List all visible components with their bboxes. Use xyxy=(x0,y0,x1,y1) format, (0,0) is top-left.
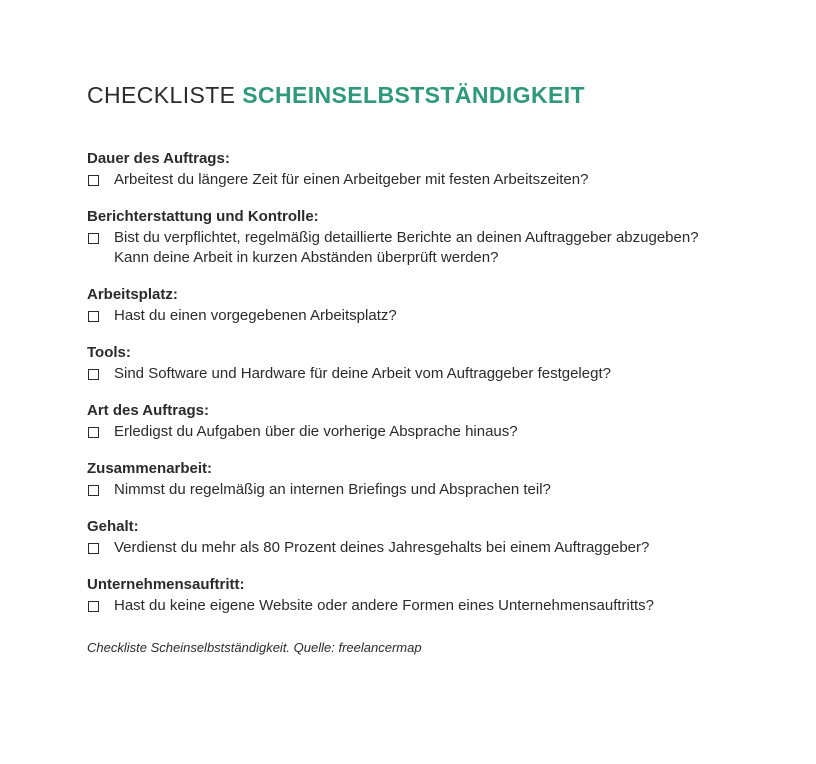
checklist-item-text: Erledigst du Aufgaben über die vorherige Absprache hinaus? xyxy=(114,423,518,440)
section-heading: Arbeitsplatz: xyxy=(87,286,178,303)
checklist-item[interactable] xyxy=(87,596,787,616)
checklist-item[interactable] xyxy=(87,228,787,268)
image-caption: Checkliste Scheinselbstständigkeit. Quelle: freelancermap xyxy=(87,640,422,655)
section-art-des-auftrags xyxy=(87,400,787,442)
page-title xyxy=(87,80,787,110)
section-zusammenarbeit xyxy=(87,458,787,500)
title-highlight: SCHEINSELBSTSTÄNDIGKEIT xyxy=(242,82,585,108)
section-heading: Gehalt: xyxy=(87,518,139,535)
checklist-item[interactable] xyxy=(87,422,787,442)
checklist-item[interactable] xyxy=(87,170,787,190)
checkbox-icon[interactable] xyxy=(88,427,99,438)
checklist-item-text: Arbeitest du längere Zeit für einen Arbeitgeber mit festen Arbeitszeiten? xyxy=(114,171,589,188)
checkbox-icon[interactable] xyxy=(88,233,99,244)
section-heading: Berichterstattung und Kontrolle: xyxy=(87,208,319,225)
checklist-item-text: Sind Software und Hardware für deine Arbeit vom Auftraggeber festgelegt? xyxy=(114,365,611,382)
checklist-item[interactable] xyxy=(87,480,787,500)
checklist-item[interactable] xyxy=(87,364,787,384)
checklist-item-text: Verdienst du mehr als 80 Prozent deines Jahresgehalts bei einem Auftraggeber? xyxy=(114,539,650,556)
checklist-item-text: Bist du verpflichtet, regelmäßig detaillierte Berichte an deinen Auftraggeber abzugeben? Kann deine Arbeit in kurzen Abständen überprüft werden? xyxy=(114,229,699,266)
section-berichterstattung xyxy=(87,206,787,268)
checkbox-icon[interactable] xyxy=(88,543,99,554)
section-dauer xyxy=(87,148,787,190)
checkbox-icon[interactable] xyxy=(88,311,99,322)
checklist-item[interactable] xyxy=(87,306,787,326)
section-heading: Tools: xyxy=(87,344,131,361)
section-heading: Art des Auftrags: xyxy=(87,402,209,419)
checklist-item[interactable] xyxy=(87,538,787,558)
checklist-page xyxy=(87,80,787,657)
section-tools xyxy=(87,342,787,384)
checkbox-icon[interactable] xyxy=(88,369,99,380)
checklist-item-text: Nimmst du regelmäßig an internen Briefings und Absprachen teil? xyxy=(114,481,551,498)
checkbox-icon[interactable] xyxy=(88,601,99,612)
section-heading: Dauer des Auftrags: xyxy=(87,150,230,167)
title-prefix: CHECKLISTE xyxy=(87,82,236,108)
section-arbeitsplatz xyxy=(87,284,787,326)
section-heading: Unternehmensauftritt: xyxy=(87,576,245,593)
checkbox-icon[interactable] xyxy=(88,175,99,186)
checkbox-icon[interactable] xyxy=(88,485,99,496)
section-unternehmensauftritt xyxy=(87,574,787,616)
section-gehalt xyxy=(87,516,787,558)
section-heading: Zusammenarbeit: xyxy=(87,460,213,477)
checklist-item-text: Hast du keine eigene Website oder andere Formen eines Unternehmensauftritts? xyxy=(114,597,655,614)
checklist-item-text: Hast du einen vorgegebenen Arbeitsplatz? xyxy=(114,307,397,324)
